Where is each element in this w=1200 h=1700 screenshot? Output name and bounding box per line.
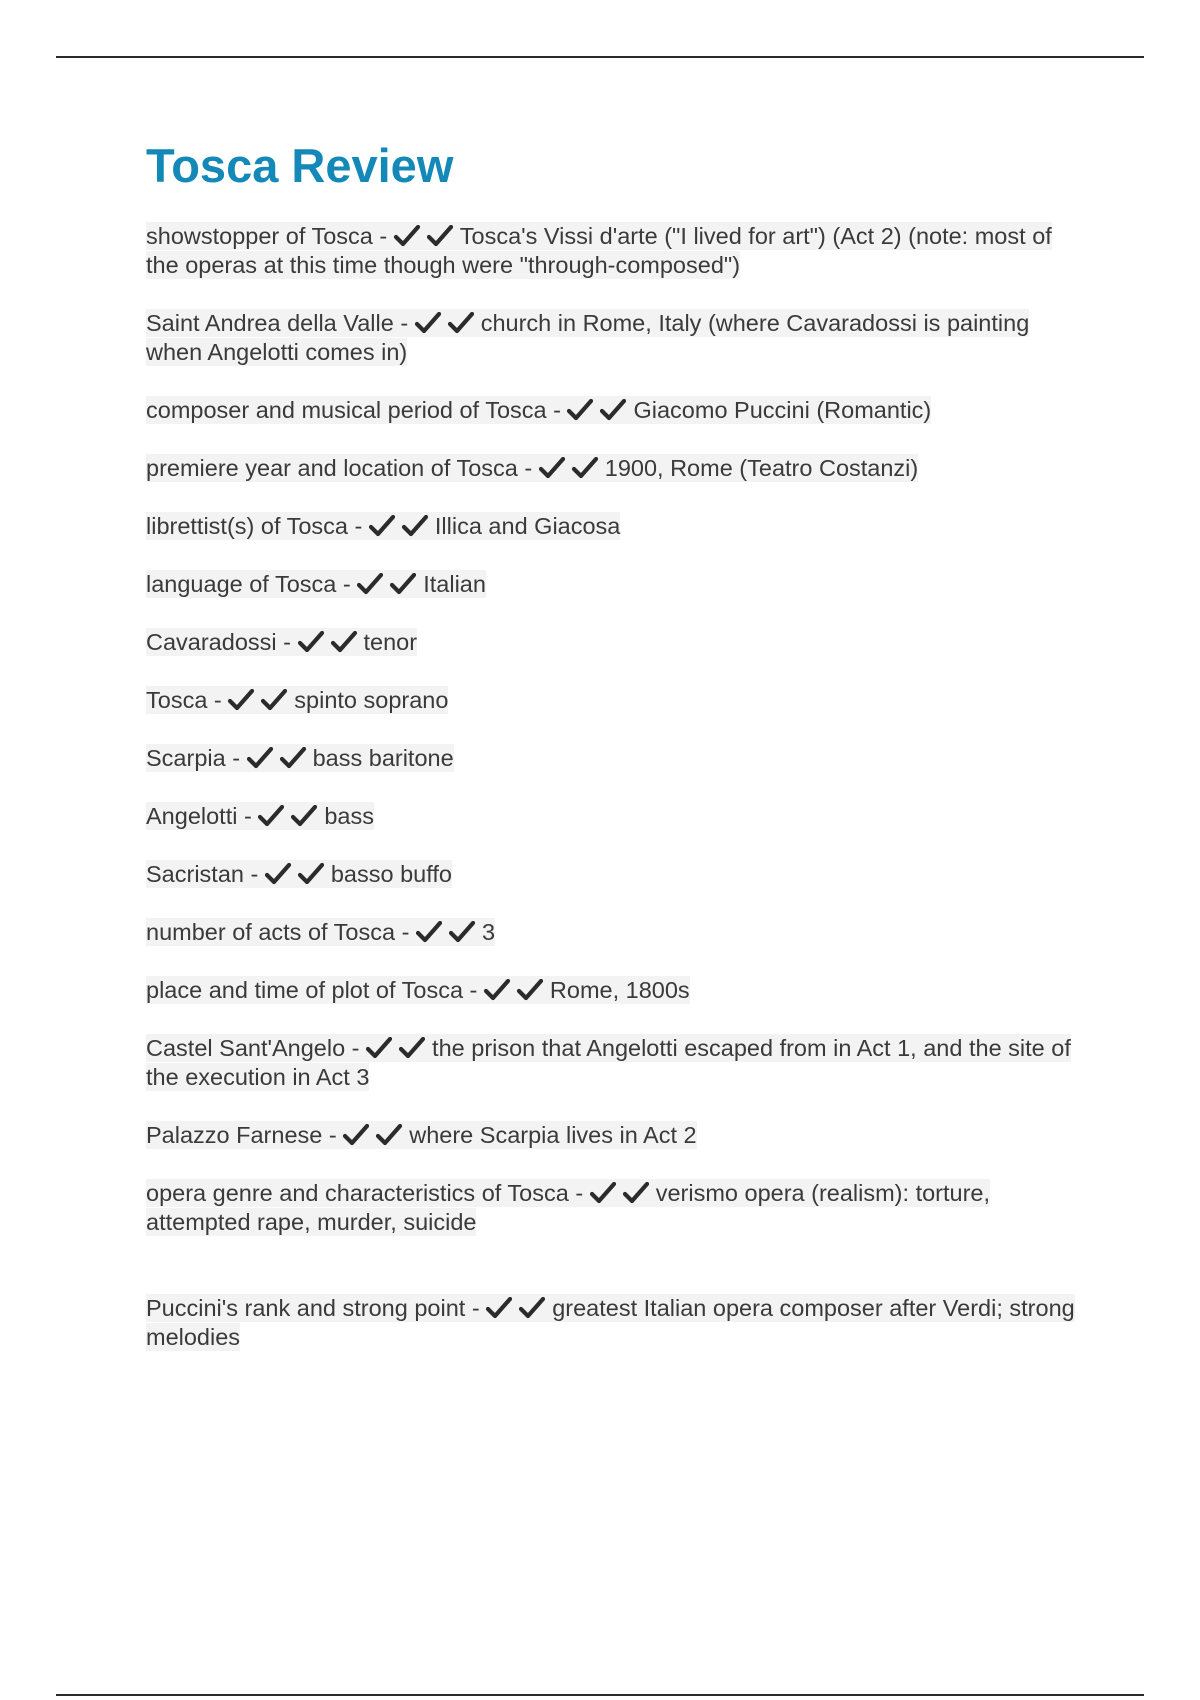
entry-separator: - [393, 309, 415, 336]
check-icon [539, 457, 565, 479]
flashcard-entry [146, 802, 1086, 831]
entry-line [146, 1179, 990, 1236]
entry-term: language of Tosca [146, 570, 337, 597]
check-icon [298, 863, 324, 885]
entry-answer: 1900, Rome (Teatro Costanzi) [604, 454, 919, 481]
flashcard-entry [146, 918, 1086, 947]
entry-line [146, 860, 452, 888]
entry-term: Scarpia [146, 744, 226, 771]
check-icon [448, 312, 474, 334]
entry-answer: 3 [481, 918, 496, 945]
flashcard-entry [146, 1121, 1086, 1150]
entry-term: number of acts of Tosca [146, 918, 396, 945]
entry-line [146, 976, 690, 1004]
entry-line [146, 628, 417, 656]
flashcard-entry [146, 512, 1086, 541]
check-icon [399, 1037, 425, 1059]
check-icon [519, 1297, 545, 1319]
check-icon [600, 399, 626, 421]
entry-line [146, 222, 1052, 279]
check-icon [265, 863, 291, 885]
entry-line [146, 918, 495, 946]
check-icon [415, 312, 441, 334]
entry-separator: - [465, 1294, 487, 1321]
check-icon [261, 689, 287, 711]
entry-separator: - [345, 1034, 367, 1061]
check-icon [402, 515, 428, 537]
flashcard-entry [146, 454, 1086, 483]
entry-term: composer and musical period of Tosca [146, 396, 547, 423]
check-icon [572, 457, 598, 479]
entry-term: Puccini's rank and strong point [146, 1294, 466, 1321]
entry-line [146, 1121, 697, 1149]
check-icon [623, 1182, 649, 1204]
check-icon [484, 979, 510, 1001]
flashcard-list [146, 222, 1086, 1352]
entry-answer: Tosca's Vissi d'arte ("I lived for art") (Act 2) (note: most of the operas at this time though were "through-composed") [146, 222, 1052, 278]
entry-separator: - [372, 222, 394, 249]
entry-line [146, 1034, 1071, 1091]
bottom-rule [56, 1694, 1144, 1696]
flashcard-entry [146, 1294, 1086, 1352]
check-icon [331, 631, 357, 653]
check-icon [376, 1124, 402, 1146]
flashcard-entry [146, 309, 1086, 367]
check-icon [280, 747, 306, 769]
flashcard-entry [146, 628, 1086, 657]
check-icon [567, 399, 593, 421]
top-rule [56, 56, 1144, 58]
entry-separator: - [546, 396, 568, 423]
entry-line [146, 686, 448, 714]
entry-separator: - [276, 628, 298, 655]
entry-answer: Illica and Giacosa [434, 512, 621, 539]
entry-term: premiere year and location of Tosca [146, 454, 518, 481]
entry-answer: bass baritone [312, 744, 454, 771]
entry-term: Cavaradossi [146, 628, 277, 655]
flashcard-entry [146, 686, 1086, 715]
flashcard-entry [146, 1034, 1086, 1092]
entry-line [146, 744, 454, 772]
entry-separator: - [336, 570, 358, 597]
check-icon [390, 573, 416, 595]
entry-term: opera genre and characteristics of Tosca [146, 1179, 569, 1206]
check-icon [590, 1182, 616, 1204]
check-icon [394, 225, 420, 247]
flashcard-entry [146, 570, 1086, 599]
entry-separator: - [243, 860, 265, 887]
entry-term: showstopper of Tosca [146, 222, 373, 249]
entry-answer: Italian [423, 570, 486, 597]
document-body [146, 140, 1086, 1381]
check-icon [343, 1124, 369, 1146]
entry-term: place and time of plot of Tosca [146, 976, 464, 1003]
entry-line [146, 309, 1029, 366]
page-title: Tosca Review [146, 139, 454, 192]
entry-separator: - [395, 918, 416, 945]
check-icon [247, 747, 273, 769]
entry-answer: basso buffo [330, 860, 452, 887]
entry-term: Saint Andrea della Valle [146, 309, 394, 336]
flashcard-entry [146, 222, 1086, 280]
entry-separator: - [348, 512, 369, 539]
check-icon [228, 689, 254, 711]
entry-term: Castel Sant'Angelo [146, 1034, 346, 1061]
entry-answer: where Scarpia lives in Act 2 [409, 1121, 697, 1148]
entry-term: Tosca [146, 686, 208, 713]
flashcard-entry [146, 1179, 1086, 1237]
entry-answer: bass [324, 802, 374, 829]
entry-term: Palazzo Farnese [146, 1121, 323, 1148]
entry-answer: church in Rome, Italy (where Cavaradossi is painting when Angelotti comes in) [146, 309, 1030, 365]
entry-separator: - [568, 1179, 590, 1206]
entry-line [146, 454, 918, 482]
flashcard-entry [146, 976, 1086, 1005]
entry-line [146, 396, 931, 424]
check-icon [416, 921, 442, 943]
entry-separator: - [207, 686, 229, 713]
entry-separator: - [517, 454, 539, 481]
entry-separator: - [322, 1121, 344, 1148]
entry-answer: greatest Italian opera composer after Verdi; strong melodies [146, 1294, 1075, 1350]
check-icon [369, 515, 395, 537]
entry-answer: the prison that Angelotti escaped from in Act 1, and the site of the execution in Act 3 [146, 1034, 1071, 1090]
entry-separator: - [225, 744, 247, 771]
entry-term: Angelotti [146, 802, 238, 829]
entry-term: librettist(s) of Tosca [146, 512, 348, 539]
entry-answer: spinto soprano [294, 686, 449, 713]
entry-answer: Rome, 1800s [549, 976, 690, 1003]
check-icon [486, 1297, 512, 1319]
flashcard-entry [146, 744, 1086, 773]
check-icon [427, 225, 453, 247]
check-icon [449, 921, 475, 943]
entry-separator: - [463, 976, 484, 1003]
entry-line [146, 1294, 1075, 1351]
flashcard-entry [146, 860, 1086, 889]
check-icon [517, 979, 543, 1001]
check-icon [366, 1037, 392, 1059]
entry-separator: - [237, 802, 259, 829]
check-icon [258, 805, 284, 827]
check-icon [357, 573, 383, 595]
flashcard-entry [146, 396, 1086, 425]
entry-line [146, 802, 374, 830]
entry-term: Sacristan [146, 860, 244, 887]
entry-answer: tenor [363, 628, 418, 655]
entry-answer: Giacomo Puccini (Romantic) [633, 396, 932, 423]
check-icon [298, 631, 324, 653]
entry-line [146, 570, 486, 598]
entry-answer: verismo opera (realism): torture, attempted rape, murder, suicide [146, 1179, 991, 1235]
entry-line [146, 512, 620, 540]
check-icon [291, 805, 317, 827]
